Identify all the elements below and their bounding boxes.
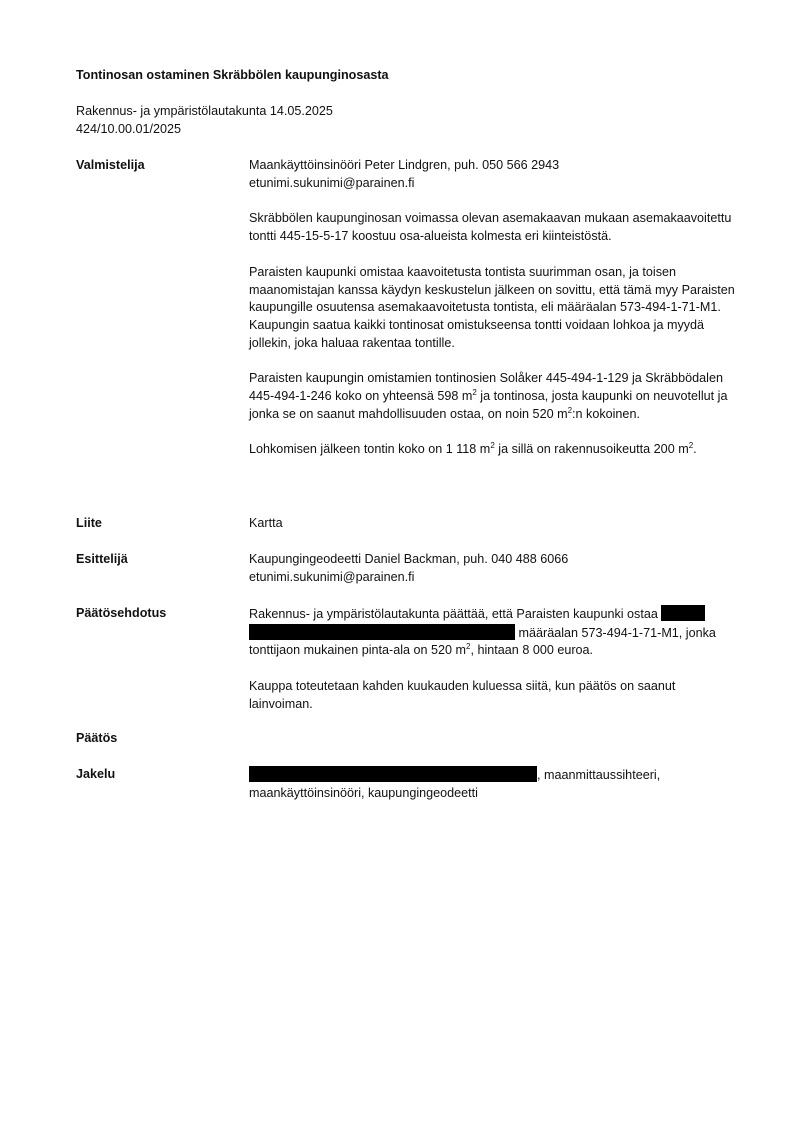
label-paatosehdotus: Päätösehdotus bbox=[76, 606, 167, 620]
content-jakelu bbox=[249, 766, 741, 802]
attachment-value: Kartta bbox=[249, 516, 283, 530]
paragraph-plan: Skräbbölen kaupunginosan voimassa olevan asemakaavan mukaan asemakaavoitettu tontti 445-15-5-17 koostuu osa-alueista kolmesta eri kiinteistöstä. bbox=[249, 211, 732, 244]
distribution-line-2: maankäyttöinsinööri, kaupungingeodeetti bbox=[249, 785, 478, 800]
content-esittelija bbox=[249, 551, 741, 586]
proposal-timing: Kauppa toteutetaan kahden kuukauden kuluessa siitä, kun päätös on saanut lainvoiman. bbox=[249, 679, 676, 711]
redaction-block bbox=[249, 624, 515, 640]
redaction-block bbox=[661, 605, 705, 621]
preparer-name-phone: Maankäyttöinsinööri Peter Lindgren, puh. 050 566 2943 bbox=[249, 158, 560, 172]
proposal-paragraph: Rakennus- ja ympäristölautakunta päättää, että Paraisten kaupunki ostaa määräalan 573-494-1-71-M1, jonka tonttijaon mukainen pinta-ala on 520 $m^2$, hintaan 8 000 euroa. bbox=[249, 607, 716, 658]
paragraph-areas: Paraisten kaupungin omistamien tontinosien Solåker 445-494-1-129 ja Skräbbödalen 445-494-1-246 koko on yhteensä 598 $m^2$ ja tontinosa, josta kaupunki on neuvotellut ja jonka se on saanut mahdollisuuden ostaa, on noin 520 $m^2:n$ kokoinen. bbox=[249, 371, 728, 421]
paragraph-lot-size: Lohkomisen jälkeen tontin koko on 1 118 $m^2$ ja sillä on rakennusoikeutta 200 $m^2$. bbox=[249, 441, 697, 457]
label-valmistelija: Valmistelija bbox=[76, 158, 145, 172]
redaction-block bbox=[249, 766, 537, 782]
presenter-name-phone: Kaupungingeodeetti Daniel Backman, puh. 040 488 6066 bbox=[249, 552, 569, 566]
document-meta bbox=[76, 103, 333, 139]
content-valmistelija bbox=[249, 157, 741, 459]
content-paatosehdotus bbox=[249, 605, 741, 714]
label-paatos: Päätös bbox=[76, 731, 118, 745]
presenter-email: etunimi.sukunimi@parainen.fi bbox=[249, 569, 415, 584]
case-number: 424/10.00.01/2025 bbox=[76, 122, 182, 136]
distribution-line-1: , maanmittaussihteeri, bbox=[537, 768, 661, 782]
document-title: Tontinosan ostaminen Skräbbölen kaupunginosasta bbox=[76, 68, 389, 82]
label-liite: Liite bbox=[76, 516, 102, 530]
committee-date: Rakennus- ja ympäristölautakunta 14.05.2025 bbox=[76, 104, 333, 118]
label-jakelu: Jakelu bbox=[76, 767, 116, 781]
paragraph-ownership: Paraisten kaupunki omistaa kaavoitetusta tontista suurimman osan, ja toisen maanomistajan kanssa käydyn keskustelun jälkeen on sovittu, että tämä myy Paraisten kaupungille osuutensa asemakaavoitetusta tontista, eli määräalan 573-494-1-71-M1. Kaupungin saatua kaikki tontinosat omistukseensa tontti voidaan lohkoa ja myydä jollekin, joka haluaa rakentaa tontille. bbox=[249, 264, 735, 350]
label-esittelija: Esittelijä bbox=[76, 552, 128, 566]
preparer-email: etunimi.sukunimi@parainen.fi bbox=[249, 175, 415, 190]
